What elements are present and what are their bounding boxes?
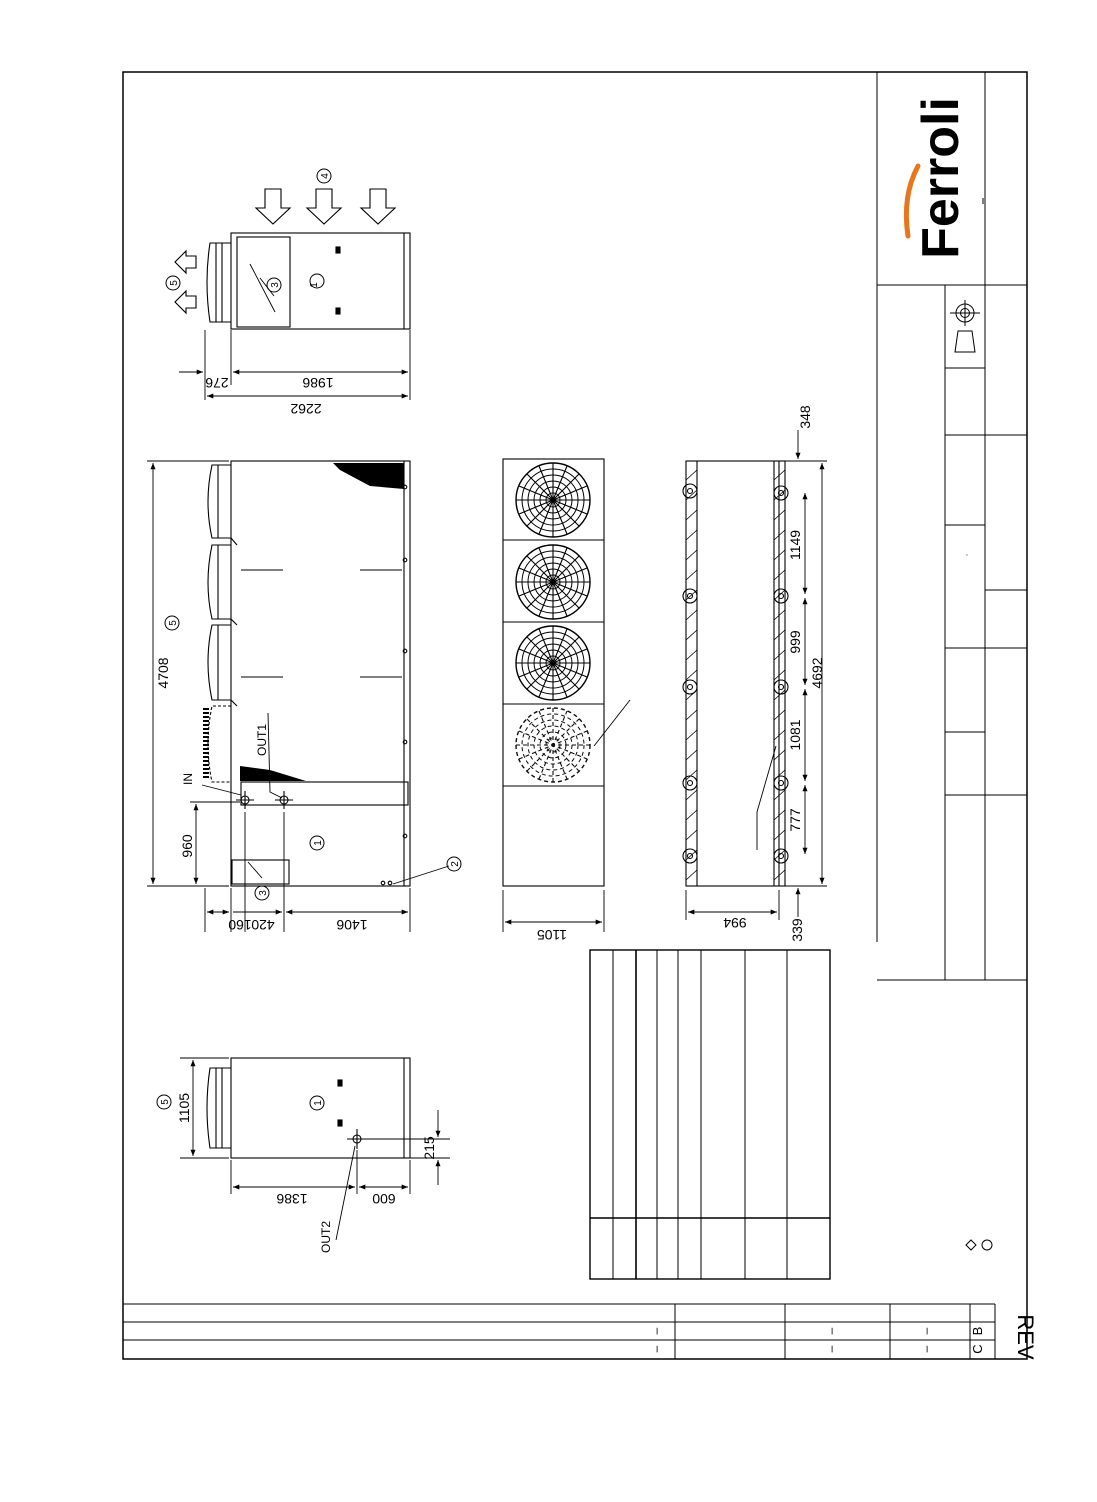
diamond-circle-icon [966,1240,992,1250]
callout-5-top-label: 5 [169,280,180,286]
main-view-callouts [165,616,461,900]
dim-339: 339 [789,918,805,942]
ferroli-logo [912,97,970,259]
logo-text: Ferroli [912,97,970,259]
revision-dashes [649,1314,1038,1360]
rev-c-letter: C [970,1344,985,1354]
callout-5-side-label: 5 [160,1099,171,1105]
rev-c-col3: – [919,1345,933,1353]
rev-b-col1: – [649,1327,663,1335]
callout-3-main-label: 3 [258,890,269,896]
dim-994: 994 [723,915,747,931]
rev-label: REV [1013,1314,1038,1360]
dim-1081: 1081 [787,719,803,751]
first-angle-projection-icon [950,300,980,352]
end-view-top [175,189,410,329]
fan-grille-3 [516,626,590,700]
callout-3-top-label: 3 [270,282,281,288]
fan-grille-1 [516,463,590,537]
dim-276: 276 [205,375,229,391]
callout-1-top-label: 1 [309,282,320,288]
dim-1105-fan: 1105 [536,927,568,943]
fan-grille-4-dashed [516,708,590,782]
fan-view [503,459,630,886]
dim-4692: 4692 [809,657,825,689]
end-view-top-callouts [166,169,331,292]
dim-160: 160 [228,917,252,933]
dim-777: 777 [787,808,803,832]
coil-shading-top [333,463,404,489]
dim-999: 999 [787,630,803,654]
leg-view [683,461,788,886]
rev-c-col2: – [824,1345,838,1353]
callout-1-side-label: 1 [313,1100,324,1106]
dim-1149: 1149 [787,529,803,561]
label-out1: OUT1 [255,723,269,757]
rev-c-col1: – [649,1345,663,1353]
callout-2-main-label: 2 [450,861,461,867]
dim-1105-side: 1105 [176,1092,192,1124]
dim-2262: 2262 [290,401,322,417]
dim-1986: 1986 [302,375,334,391]
dim-4708: 4708 [155,657,171,689]
label-out2: OUT2 [319,1220,333,1254]
rev-b-letter: B [970,1326,985,1336]
side-view [207,1058,410,1240]
dim-600: 600 [372,1191,396,1207]
callout-1-main-label: 1 [313,840,324,846]
rev-b-col3: – [919,1327,933,1335]
parts-list-table [590,950,830,1279]
dim-420: 420 [251,917,275,933]
fan-grille-2 [516,545,590,619]
callout-5-main-label: 5 [168,620,179,626]
fan-view-dimensions [503,890,604,932]
dim-1406: 1406 [336,917,368,933]
coil-shading-bottom [240,766,306,781]
callout-4-top-label: 4 [320,173,331,179]
rev-b-col2: – [824,1327,838,1335]
label-in: IN [181,773,195,785]
main-view-dimensions [147,461,410,932]
dim-348: 348 [797,405,813,429]
dim-215: 215 [421,1136,437,1160]
dim-1386: 1386 [276,1191,308,1207]
leg-view-dimensions [686,430,827,920]
main-view [202,461,449,886]
revision-table [123,1304,995,1359]
dim-960: 960 [179,834,195,858]
